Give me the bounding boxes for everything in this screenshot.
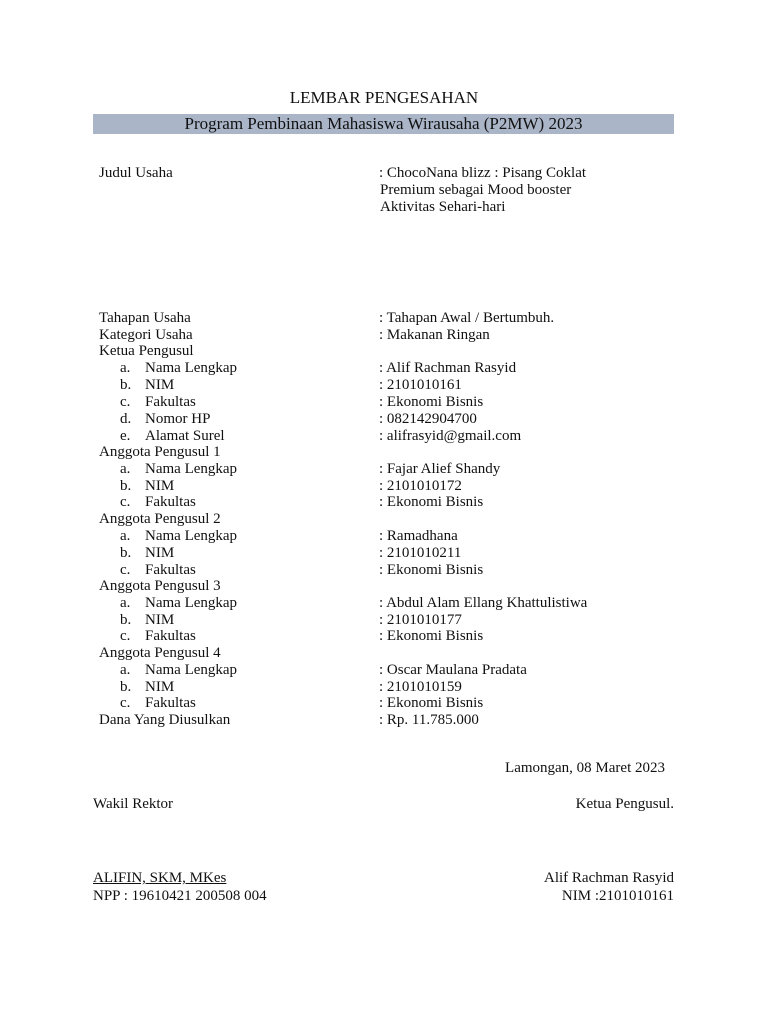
signatory-right-title: Ketua Pengusul. [575, 796, 674, 812]
anggota-3-nama-value: : Abdul Alam Ellang Khattulistiwa [379, 595, 588, 611]
document-title: LEMBAR PENGESAHAN [289, 88, 479, 107]
judul-usaha-value-line-1: : ChocoNana blizz : Pisang Coklat [379, 165, 587, 181]
list-letter: c. [120, 394, 131, 410]
list-letter: b. [120, 679, 132, 695]
ketua-nama-label [120, 360, 237, 377]
signatory-right-id: NIM :2101010161 [561, 888, 674, 904]
anggota-3-nim-label [120, 612, 174, 629]
anggota-2-nama-value: : Ramadhana [379, 528, 458, 544]
ketua-surel-value: : alifrasyid@gmail.com [379, 428, 522, 444]
ketua-nim-value: : 2101010161 [379, 377, 462, 393]
anggota-1-nim-label [120, 478, 174, 495]
judul-usaha-value-line-3: Aktivitas Sehari-hari [380, 199, 506, 215]
anggota-2-heading: Anggota Pengusul 2 [99, 511, 221, 527]
judul-usaha-value-line-2: Premium sebagai Mood booster [380, 182, 572, 198]
field-label: Nomor HP [145, 411, 211, 427]
ketua-fakultas-value: : Ekonomi Bisnis [379, 394, 484, 410]
field-label: NIM [145, 679, 175, 695]
field-label: NIM [145, 478, 175, 494]
field-label: Fakultas [145, 695, 196, 711]
list-letter: c. [120, 628, 131, 644]
list-letter: a. [120, 528, 131, 544]
anggota-4-heading: Anggota Pengusul 4 [99, 645, 221, 661]
kategori-usaha-label: Kategori Usaha [99, 327, 193, 343]
field-label: NIM [145, 612, 175, 628]
signing-date: Lamongan, 08 Maret 2023 [505, 760, 665, 776]
anggota-1-nama-label [120, 461, 237, 478]
field-label: NIM [145, 545, 175, 561]
list-letter: a. [120, 595, 131, 611]
signatory-left-title: Wakil Rektor [93, 796, 174, 812]
judul-usaha-label: Judul Usaha [99, 165, 173, 181]
anggota-3-nim-value: : 2101010177 [379, 612, 462, 628]
dana-value: : Rp. 11.785.000 [379, 712, 479, 728]
list-letter: b. [120, 545, 132, 561]
anggota-2-nim-value: : 2101010211 [379, 545, 462, 561]
anggota-4-nama-value: : Oscar Maulana Pradata [379, 662, 527, 678]
field-label: Alamat Surel [145, 428, 225, 444]
list-letter: c. [120, 562, 131, 578]
signatory-left-name: ALIFIN, SKM, MKes [93, 870, 227, 886]
list-letter: a. [120, 360, 131, 376]
ketua-hp-value: : 082142904700 [379, 411, 477, 427]
ketua-pengusul-heading: Ketua Pengusul [99, 343, 194, 359]
list-letter: c. [120, 494, 131, 510]
anggota-3-fakultas-label [120, 628, 196, 645]
field-label: Nama Lengkap [145, 662, 238, 678]
list-letter: b. [120, 612, 132, 628]
anggota-1-fakultas-value: : Ekonomi Bisnis [379, 494, 484, 510]
list-letter: b. [120, 377, 132, 393]
signatory-left-id: NPP : 19610421 200508 004 [93, 888, 267, 904]
ketua-hp-label [120, 411, 210, 428]
anggota-3-heading: Anggota Pengusul 3 [99, 578, 221, 594]
program-banner: Program Pembinaan Mahasiswa Wirausaha (P2MW) 2023 [93, 114, 674, 134]
list-letter: a. [120, 461, 131, 477]
ketua-nim-label [120, 377, 174, 394]
anggota-1-heading: Anggota Pengusul 1 [99, 444, 221, 460]
field-label: Fakultas [145, 628, 196, 644]
kategori-usaha-value: : Makanan Ringan [379, 327, 490, 343]
list-letter: d. [120, 411, 132, 427]
list-letter: b. [120, 478, 132, 494]
anggota-4-nim-value: : 2101010159 [379, 679, 462, 695]
anggota-2-fakultas-value: : Ekonomi Bisnis [379, 562, 484, 578]
tahapan-usaha-value: : Tahapan Awal / Bertumbuh. [379, 310, 555, 326]
field-label: Fakultas [145, 394, 196, 410]
field-label: Nama Lengkap [145, 461, 238, 477]
list-letter: a. [120, 662, 131, 678]
field-label: Nama Lengkap [145, 528, 238, 544]
field-label: Fakultas [145, 562, 196, 578]
field-label: NIM [145, 377, 175, 393]
anggota-2-fakultas-label [120, 562, 196, 579]
ketua-surel-label [120, 428, 225, 445]
anggota-3-nama-label [120, 595, 237, 612]
signatory-right-name: Alif Rachman Rasyid [544, 870, 674, 886]
list-letter: c. [120, 695, 131, 711]
tahapan-usaha-label: Tahapan Usaha [99, 310, 191, 326]
anggota-2-nim-label [120, 545, 174, 562]
anggota-4-nama-label [120, 662, 237, 679]
field-label: Fakultas [145, 494, 196, 510]
anggota-4-nim-label [120, 679, 174, 696]
anggota-4-fakultas-label [120, 695, 196, 712]
anggota-1-fakultas-label [120, 494, 196, 511]
anggota-4-fakultas-value: : Ekonomi Bisnis [379, 695, 484, 711]
ketua-fakultas-label [120, 394, 196, 411]
list-letter: e. [120, 428, 131, 444]
ketua-nama-value: : Alif Rachman Rasyid [379, 360, 517, 376]
field-label: Nama Lengkap [145, 595, 238, 611]
anggota-2-nama-label [120, 528, 237, 545]
anggota-3-fakultas-value: : Ekonomi Bisnis [379, 628, 484, 644]
anggota-1-nama-value: : Fajar Alief Shandy [379, 461, 501, 477]
dana-label: Dana Yang Diusulkan [99, 712, 231, 728]
field-label: Nama Lengkap [145, 360, 238, 376]
anggota-1-nim-value: : 2101010172 [379, 478, 462, 494]
